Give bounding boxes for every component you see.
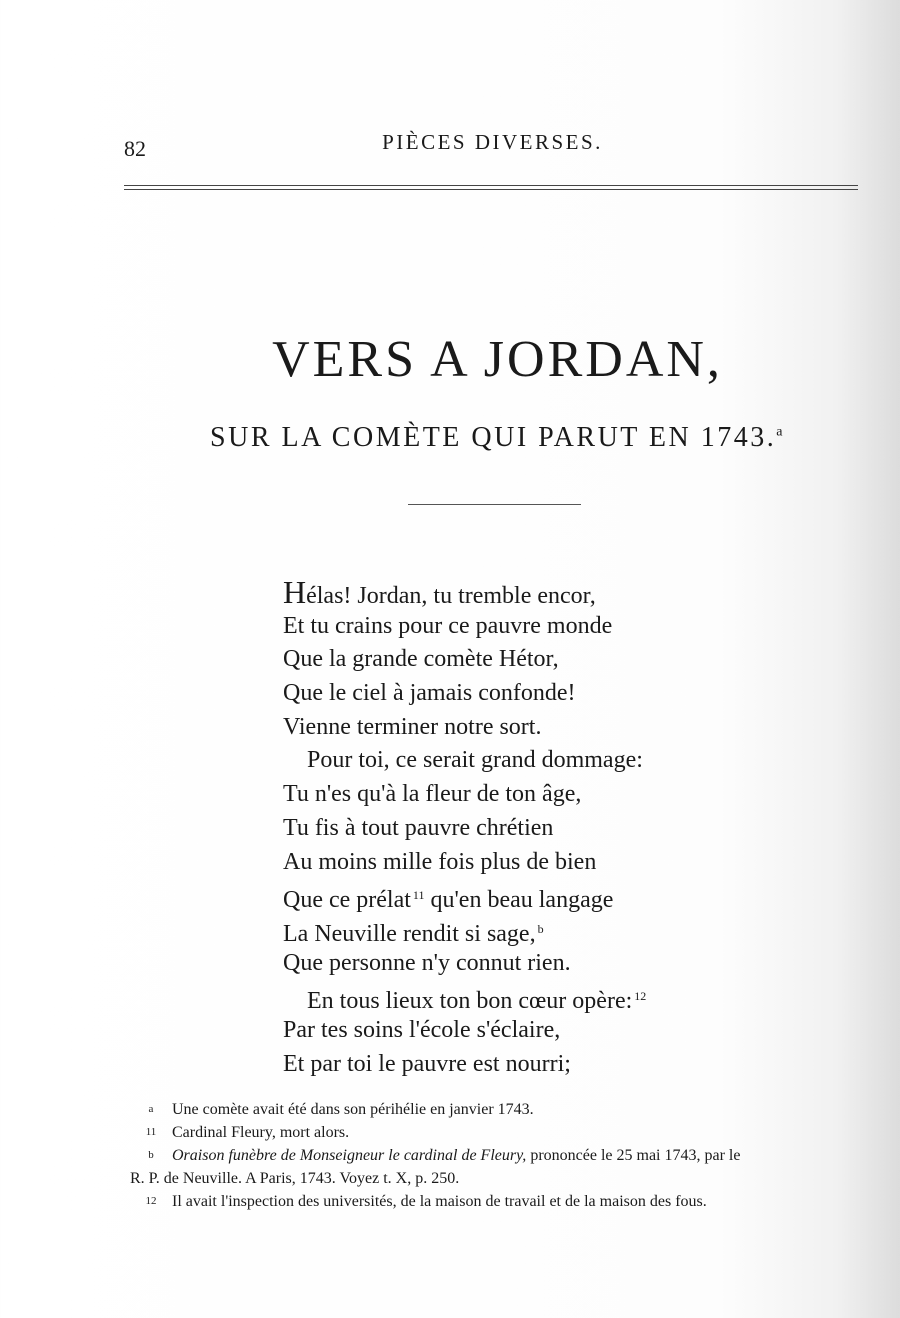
poem-line-text: qu'en beau langage [424, 887, 614, 914]
poem-line [283, 980, 646, 1014]
footnote-text: Une comète avait été dans son périhélie en janvier 1743. [172, 1101, 534, 1118]
footnote-mark: 12 [145, 1195, 157, 1207]
title-divider [408, 504, 581, 505]
poem-line: Et tu crains pour ce pauvre monde [283, 612, 613, 639]
poem-line: Et par toi le pauvre est nourri; [283, 1050, 571, 1077]
poem-line: Tu n'es qu'à la fleur de ton âge, [283, 781, 582, 808]
footnote-mark: a [148, 1103, 154, 1115]
poem-line-text: La Neuville rendit si sage, [283, 920, 536, 947]
poem-line [283, 576, 646, 610]
footnote-a [130, 1098, 875, 1121]
note-ref-12: 12 [634, 989, 647, 1004]
poem-title: VERS A JORDAN, [272, 331, 723, 388]
poem-line [283, 913, 646, 947]
footnote-text: Il avait l'inspection des universités, de la maison de travail et de la maison des fous. [172, 1193, 707, 1210]
poem-line-text: élas! Jordan, tu tremble encor, [306, 583, 596, 609]
footnote-mark: 11 [145, 1126, 157, 1138]
poem-line: Au moins mille fois plus de bien [283, 848, 597, 875]
poem-line: Que personne n'y connut rien. [283, 949, 571, 976]
footnote-12 [130, 1190, 875, 1213]
footnote-b [130, 1144, 875, 1167]
footnote-mark: b [148, 1149, 154, 1161]
note-ref-b: b [537, 921, 544, 936]
poem-line: Tu fis à tout pauvre chrétien [283, 814, 554, 841]
running-head: PIÈCES DIVERSES. [382, 130, 603, 154]
poem-subtitle [0, 422, 900, 454]
header-rule-top [124, 185, 858, 186]
note-ref-11: 11 [412, 888, 425, 903]
poem-line: Pour toi, ce serait grand dommage: [307, 747, 643, 774]
poem-line-text: En tous lieux ton bon cœur opère: [307, 988, 633, 1015]
footnote-text: prononcée le 25 mai 1743, par le [526, 1147, 741, 1164]
subtitle-text: SUR LA COMÈTE QUI PARUT EN 1743. [210, 422, 777, 453]
poem-body [283, 576, 646, 1081]
header-rule-bottom [124, 189, 858, 190]
poem-line-text: Que ce prélat [283, 887, 411, 914]
footnote-text: Cardinal Fleury, mort alors. [172, 1124, 350, 1141]
poem-line: Vienne terminer notre sort. [283, 713, 542, 740]
poem-line: Que le ciel à jamais confonde! [283, 680, 576, 707]
footnote-b-continuation: R. P. de Neuville. A Paris, 1743. Voyez t. X, p. 250. [130, 1170, 460, 1187]
footnotes [130, 1098, 875, 1213]
poem-line [283, 879, 646, 913]
footnote-italic-title: Oraison funèbre de Monseigneur le cardinal de Fleury, [172, 1147, 527, 1164]
poem-line: Par tes soins l'école s'éclaire, [283, 1016, 561, 1043]
poem-line: Que la grande comète Hétor, [283, 646, 559, 673]
page-number: 82 [124, 136, 146, 161]
dropcap: H [283, 574, 307, 610]
subtitle-note-mark: a [776, 424, 785, 440]
footnote-11 [130, 1121, 875, 1144]
